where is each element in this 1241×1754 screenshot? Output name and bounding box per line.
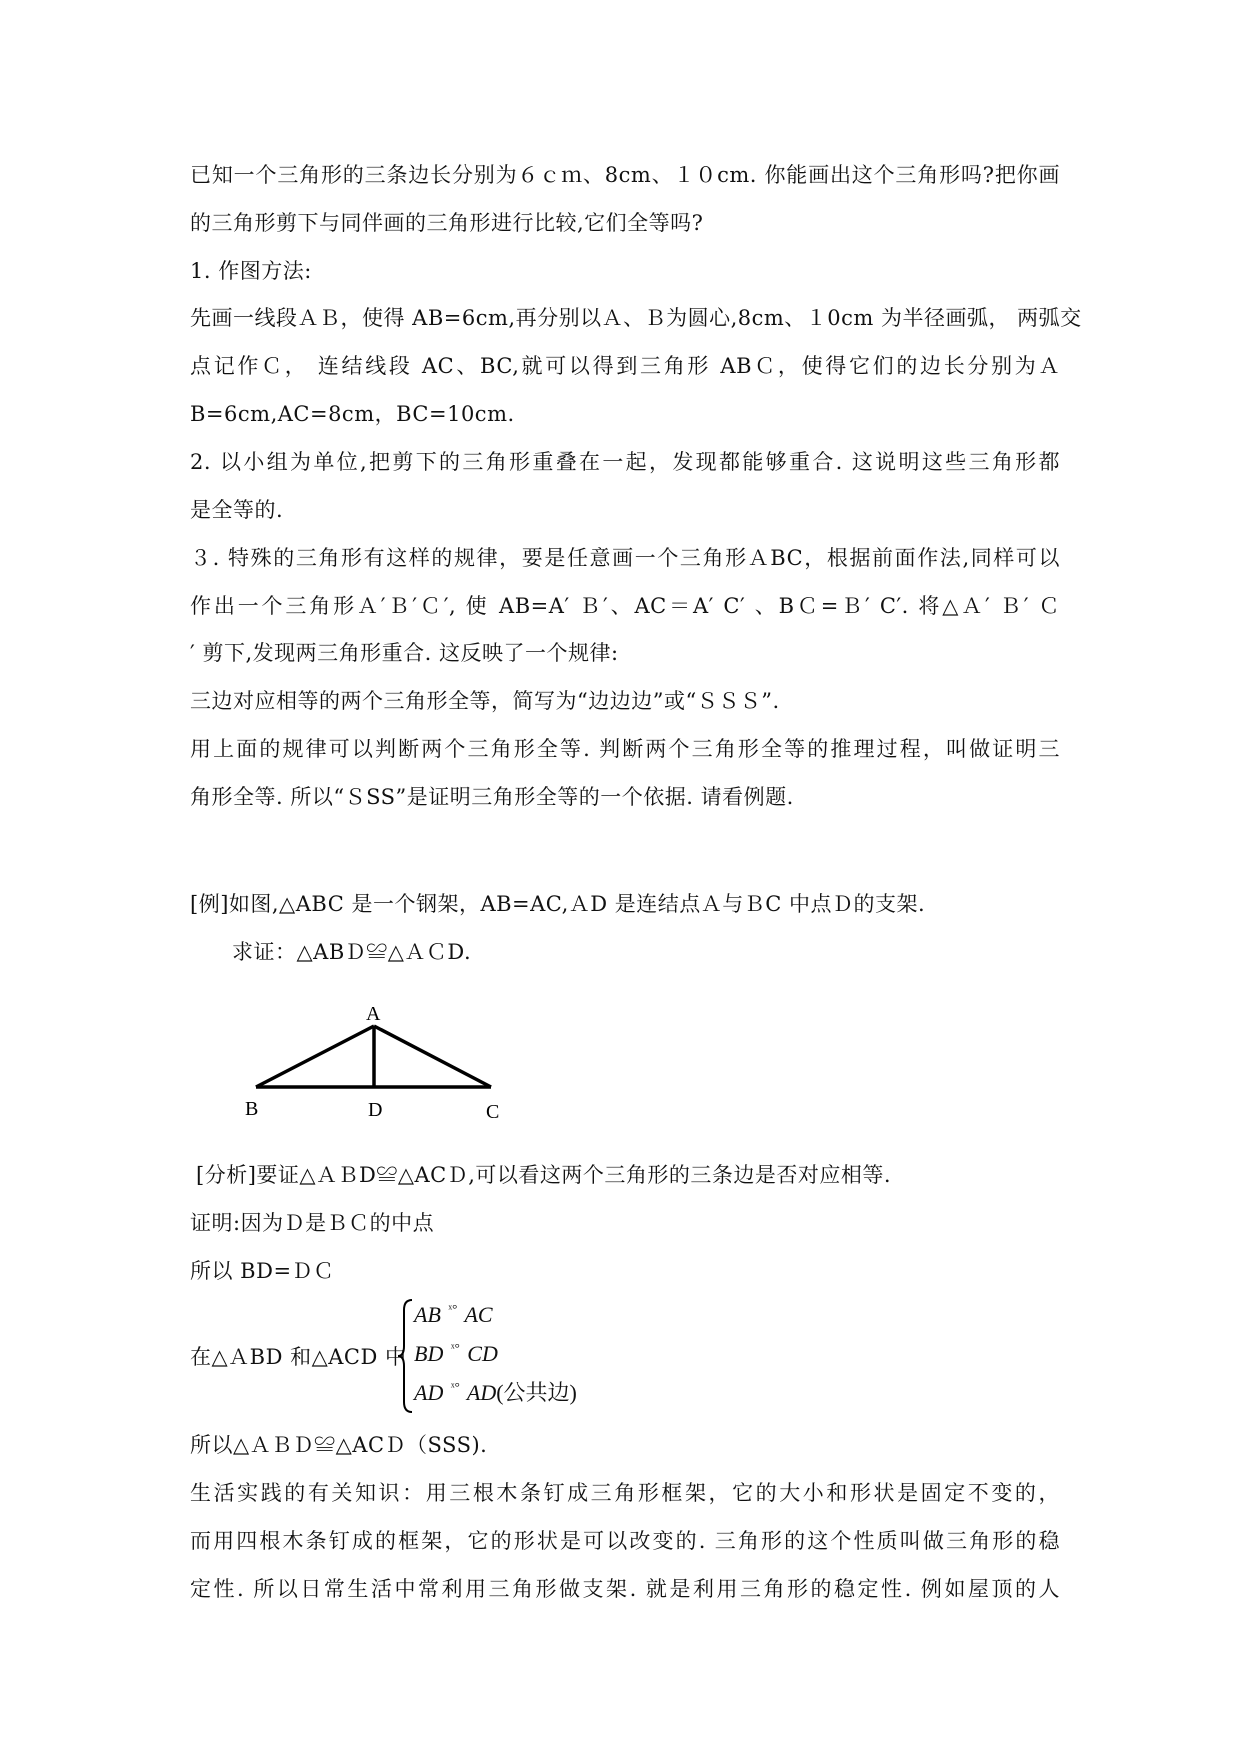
paragraph-line: B=6cm,AC=8cm，BC=10cm. xyxy=(190,402,515,426)
example-statement: [例]如图,△ABC 是一个钢架，AB=AC,ＡD 是连结点Ａ与ＢC 中点Ｄ的支架. xyxy=(190,892,926,916)
paragraph-line: 角形全等. 所以“ＳSS”是证明三角形全等的一个依据. 请看例题. xyxy=(190,785,794,809)
row1-right: AC xyxy=(464,1302,493,1327)
paragraph-line: 是全等的. xyxy=(190,498,284,522)
proof-conclusion: 所以△ＡＢＤ≌△ACＤ（SSS). xyxy=(190,1433,488,1457)
row2-right: CD xyxy=(467,1341,498,1366)
paragraph-line: 已知一个三角形的三条边长分别为６ｃｍ、8cm、１０cm. 你能画出这个三角形吗?把你画 xyxy=(190,163,1060,187)
label-b: B xyxy=(245,1098,259,1120)
paragraph-line: 2. 以小组为单位,把剪下的三角形重叠在一起，发现都能够重合. 这说明这些三角形都 xyxy=(190,450,1060,474)
rule-statement: 三边对应相等的两个三角形全等，简写为“边边边”或“ＳＳＳ”. xyxy=(190,689,780,713)
row2-left: BD xyxy=(414,1341,444,1366)
paragraph-line: 的三角形剪下与同伴画的三角形进行比较,它们全等吗? xyxy=(190,211,704,235)
proof-line: 所以 BD=ＤＣ xyxy=(190,1259,335,1283)
proof-goal: 求证：△ABＤ≌△ＡＣD. xyxy=(232,940,472,964)
section-heading: 1. 作图方法: xyxy=(190,259,312,283)
proof-line: 在△ＡBD 和△ACD 中 xyxy=(190,1345,407,1369)
paragraph-line: 而用四根木条钉成的框架，它的形状是可以改变的. 三角形的这个性质叫做三角形的稳 xyxy=(190,1529,1060,1553)
analysis-line: [分析]要证△ＡＢD≌△ACＤ,可以看这两个三角形的三条边是否对应相等. xyxy=(196,1163,892,1187)
triangle-figure xyxy=(220,992,520,1122)
proof-line: 证明:因为Ｄ是ＢＣ的中点 xyxy=(190,1211,435,1235)
label-c: C xyxy=(486,1101,500,1122)
paragraph-line: 用上面的规律可以判断两个三角形全等. 判断两个三角形全等的推理过程，叫做证明三 xyxy=(190,737,1060,761)
label-a: A xyxy=(366,1003,381,1025)
row3-left: AD xyxy=(414,1380,444,1405)
equal-symbol: ˣ° xyxy=(448,1301,458,1316)
row1-left: AB xyxy=(414,1302,441,1327)
row3-right: AD xyxy=(466,1380,497,1405)
paragraph-line: 生活实践的有关知识：用三根木条钉成三角形框架，它的大小和形状是固定不变的， xyxy=(190,1481,1060,1505)
equal-symbol: ˣ° xyxy=(450,1379,460,1394)
paragraph-line: 作出一个三角形Ａ′Ｂ′Ｃ′, 使 AB=A′ Ｂ′、AC＝A′ C′ 、BＣ=Ｂ′ C′. 将△Ａ′ Ｂ′ Ｃ xyxy=(190,594,1060,618)
paragraph-line: 点记作Ｃ， 连结线段 AC、BC,就可以得到三角形 ABＣ，使得它们的边长分别为Ａ xyxy=(190,354,1060,378)
system-row-2 xyxy=(414,1339,498,1372)
paragraph-line: ３. 特殊的三角形有这样的规律，要是任意画一个三角形ＡBC，根据前面作法,同样可以 xyxy=(190,546,1060,570)
system-row-1 xyxy=(414,1300,493,1333)
label-d: D xyxy=(368,1099,383,1121)
curly-brace xyxy=(396,1298,416,1414)
row3-note: (公共边) xyxy=(496,1380,577,1405)
equal-symbol: ˣ° xyxy=(450,1340,460,1355)
paragraph-line: ′ 剪下,发现两三角形重合. 这反映了一个规律: xyxy=(190,641,619,665)
paragraph-line: 先画一线段ＡＢ，使得 AB=6cm,再分别以Ａ、Ｂ为圆心,8cm、１0cm 为半径画弧， 两弧交 xyxy=(190,306,1082,330)
system-row-3 xyxy=(414,1378,577,1411)
paragraph-line: 定性. 所以日常生活中常利用三角形做支架. 就是利用三角形的稳定性. 例如屋顶的人 xyxy=(190,1577,1060,1601)
side-ab xyxy=(256,1026,374,1087)
side-ac xyxy=(374,1026,491,1087)
